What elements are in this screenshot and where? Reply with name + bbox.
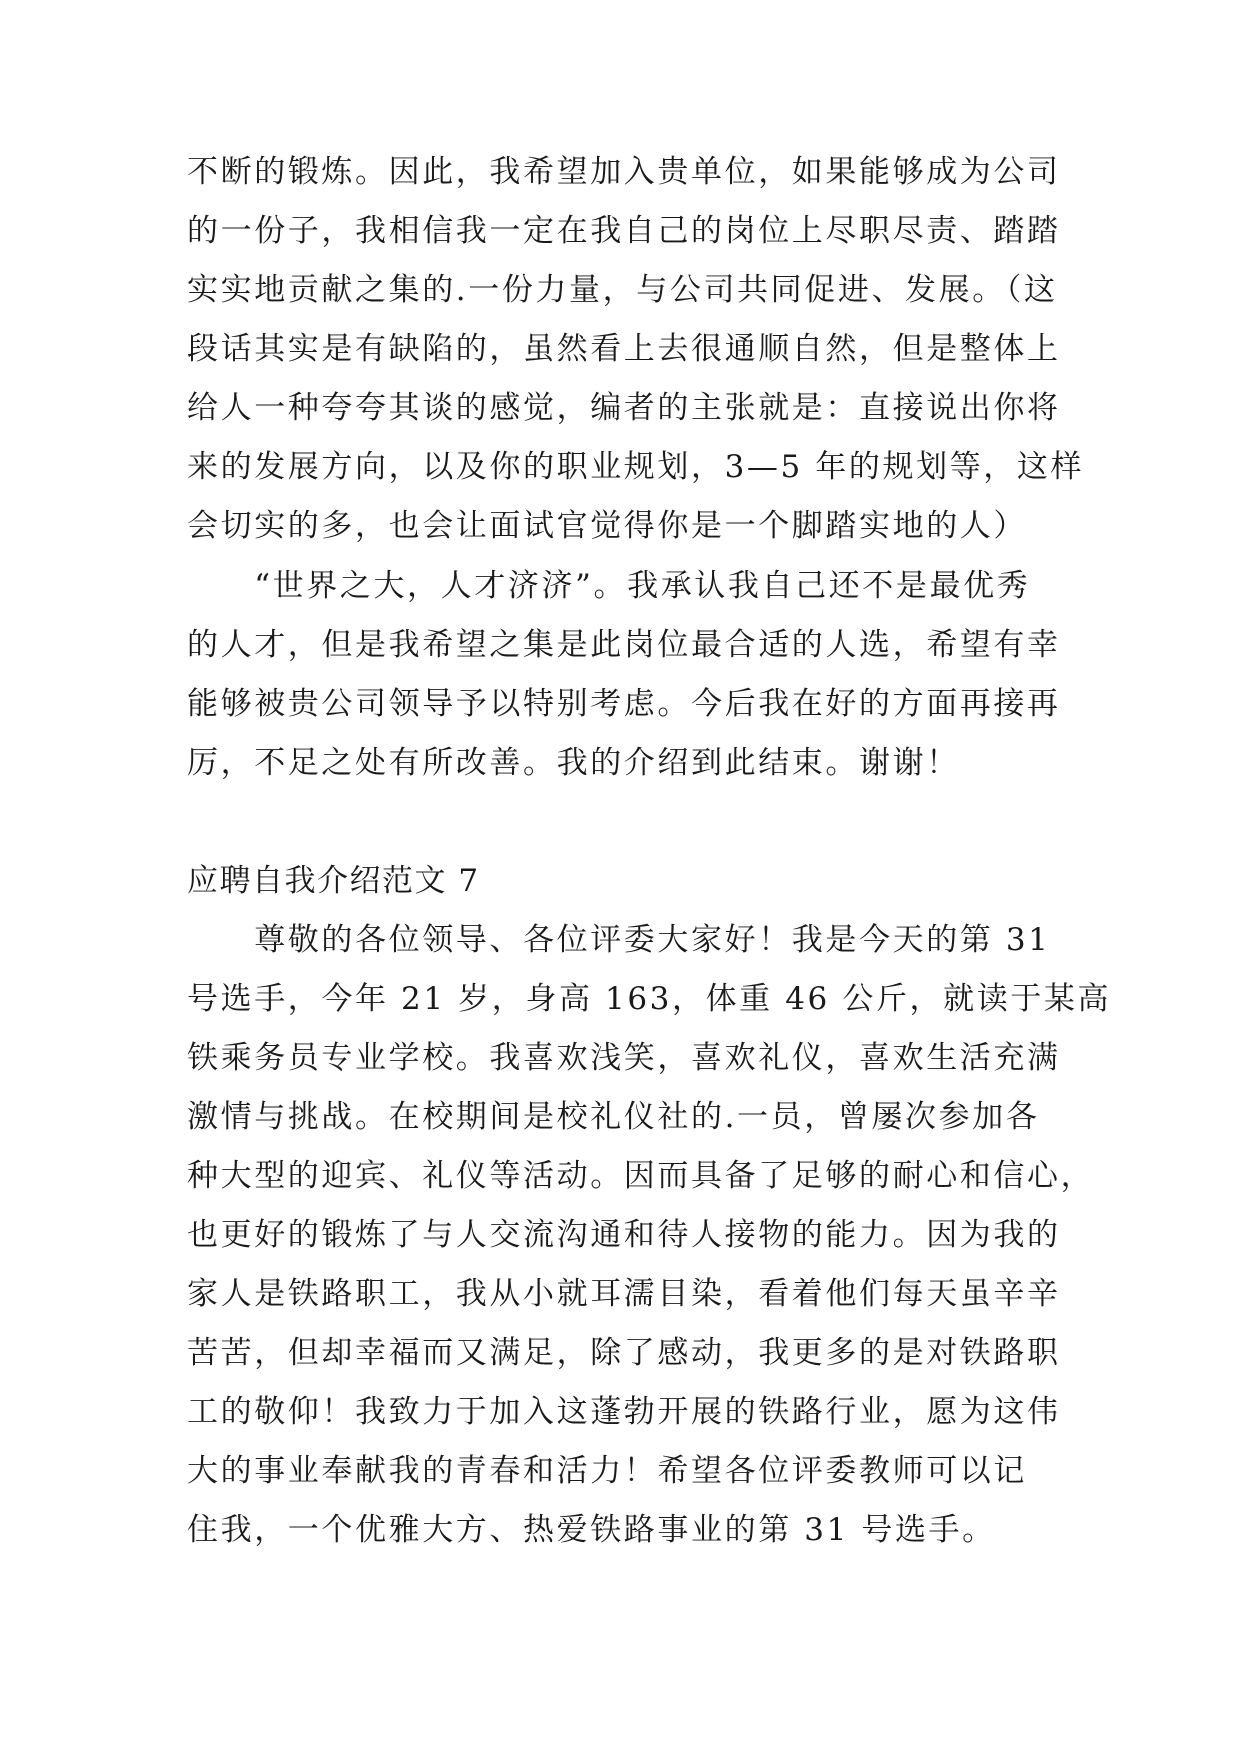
text-line: 给人一种夸夸其谈的感觉，编者的主张就是：直接说出你将 [187, 390, 1061, 426]
text-line: 种大型的迎宾、礼仪等活动。因而具备了足够的耐心和信心， [187, 1158, 1095, 1194]
text-line: 来的发展方向，以及你的职业规划，3—5 年的规划等，这样 [187, 449, 1085, 485]
text-line: 也更好的锻炼了与人交流沟通和待人接物的能力。因为我的 [187, 1217, 1061, 1253]
text-line: 铁乘务员专业学校。我喜欢浅笑，喜欢礼仪，喜欢生活充满 [187, 1040, 1061, 1076]
text-line: 住我，一个优雅大方、热爱铁路事业的第 31 号选手。 [187, 1512, 996, 1548]
text-line: 苦苦，但却幸福而又满足，除了感动，我更多的是对铁路职 [187, 1335, 1061, 1371]
text-line: 厉，不足之处有所改善。我的介绍到此结束。谢谢！ [187, 745, 960, 781]
text-line: 不断的锻炼。因此，我希望加入贵单位，如果能够成为公司 [187, 154, 1061, 190]
text-line: 能够被贵公司领导予以特别考虑。今后我在好的方面再接再 [187, 686, 1061, 722]
text-line: 工的敬仰！我致力于加入这蓬勃开展的铁路行业，愿为这伟 [187, 1394, 1061, 1430]
text-line: 尊敬的各位领导、各位评委大家好！我是今天的第 31 [187, 922, 1051, 958]
text-line: 激情与挑战。在校期间是校礼仪社的.一员，曾屡次参加各 [187, 1099, 1040, 1135]
text-line: 的一份子，我相信我一定在我自己的岗位上尽职尽责、踏踏 [187, 213, 1061, 249]
text-line: 实实地贡献之集的.一份力量，与公司共同促进、发展。（这 [187, 272, 1058, 308]
text-line: 会切实的多，也会让面试官觉得你是一个脚踏实地的人） [187, 508, 1027, 544]
section-title: 应聘自我介绍范文 7 [187, 863, 480, 899]
text-line: 号选手，今年 21 岁，身高 163，体重 46 公斤，就读于某高 [187, 981, 1112, 1017]
text-line: “世界之大，人才济济”。我承认我自己还不是最优秀 [187, 568, 1031, 604]
text-line: 的人才，但是我希望之集是此岗位最合适的人选，希望有幸 [187, 627, 1061, 663]
text-line: 家人是铁路职工，我从小就耳濡目染，看着他们每天虽辛辛 [187, 1276, 1061, 1312]
text-line: 段话其实是有缺陷的，虽然看上去很通顺自然，但是整体上 [187, 331, 1061, 367]
text-line: 大的事业奉献我的青春和活力！希望各位评委教师可以记 [187, 1453, 1027, 1489]
